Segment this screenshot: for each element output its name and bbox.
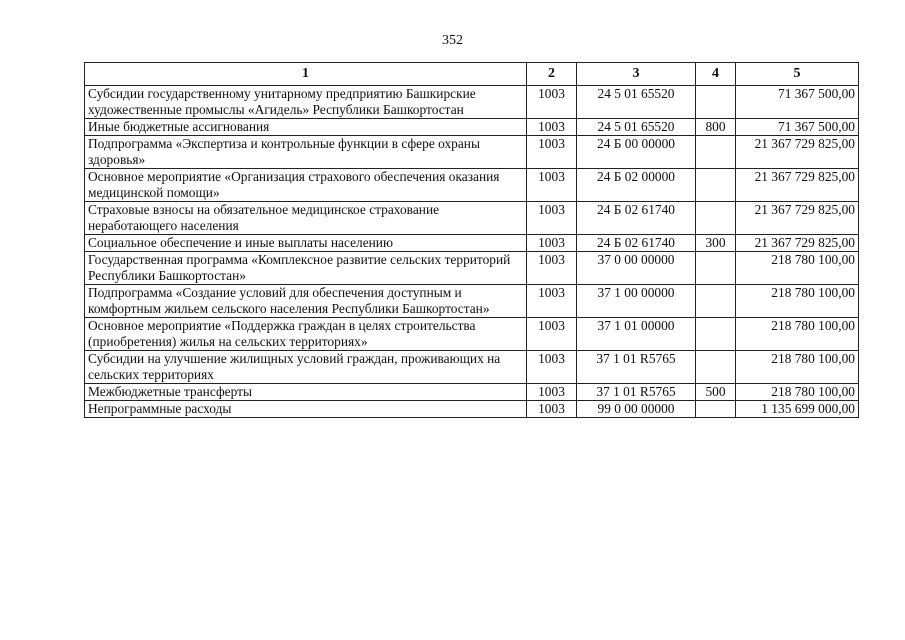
- table-row: [85, 252, 859, 285]
- row-name: Социальное обеспечение и иные выплаты населению: [85, 235, 527, 252]
- table-row: [85, 202, 859, 235]
- row-target: 37 1 01 00000: [577, 318, 696, 351]
- row-type: 800: [696, 119, 736, 136]
- header-name: 1: [85, 63, 527, 86]
- row-amount: 1 135 699 000,00: [736, 401, 859, 418]
- row-type: [696, 351, 736, 384]
- row-section: 1003: [527, 235, 577, 252]
- row-type: [696, 252, 736, 285]
- table-row: [85, 235, 859, 252]
- row-name: Основное мероприятие «Поддержка граждан в целях строительства (приобретения) жилья на сельских территориях»: [85, 318, 527, 351]
- row-section: 1003: [527, 252, 577, 285]
- row-name: Иные бюджетные ассигнования: [85, 119, 527, 136]
- table-row: [85, 401, 859, 418]
- row-name: Основное мероприятие «Организация страхового обеспечения оказания медицинской помощи»: [85, 169, 527, 202]
- table-header-row: [85, 63, 859, 86]
- row-target: 99 0 00 00000: [577, 401, 696, 418]
- row-name: Субсидии государственному унитарному предприятию Башкирские художественные промыслы «Агидель» Республики Башкортостан: [85, 86, 527, 119]
- row-amount: 71 367 500,00: [736, 119, 859, 136]
- row-target: 24 Б 02 00000: [577, 169, 696, 202]
- row-target: 24 5 01 65520: [577, 119, 696, 136]
- row-section: 1003: [527, 86, 577, 119]
- row-name: Межбюджетные трансферты: [85, 384, 527, 401]
- row-amount: 21 367 729 825,00: [736, 202, 859, 235]
- row-amount: 218 780 100,00: [736, 285, 859, 318]
- row-amount: 71 367 500,00: [736, 86, 859, 119]
- row-name: Подпрограмма «Экспертиза и контрольные функции в сфере охраны здоровья»: [85, 136, 527, 169]
- row-type: [696, 136, 736, 169]
- row-section: 1003: [527, 351, 577, 384]
- row-target: 37 0 00 00000: [577, 252, 696, 285]
- row-amount: 21 367 729 825,00: [736, 136, 859, 169]
- row-type: [696, 202, 736, 235]
- table-row: [85, 136, 859, 169]
- table-row: [85, 86, 859, 119]
- row-target: 37 1 00 00000: [577, 285, 696, 318]
- row-amount: 218 780 100,00: [736, 252, 859, 285]
- row-amount: 21 367 729 825,00: [736, 235, 859, 252]
- page-number: 352: [442, 33, 463, 48]
- row-type: 500: [696, 384, 736, 401]
- row-section: 1003: [527, 136, 577, 169]
- row-name: Подпрограмма «Создание условий для обеспечения доступным и комфортным жильем сельского населения Республики Башкортостан»: [85, 285, 527, 318]
- row-target: 24 Б 02 61740: [577, 202, 696, 235]
- row-amount: 218 780 100,00: [736, 318, 859, 351]
- header-section: 2: [527, 63, 577, 86]
- row-section: 1003: [527, 318, 577, 351]
- row-target: 24 5 01 65520: [577, 86, 696, 119]
- row-type: [696, 401, 736, 418]
- row-amount: 21 367 729 825,00: [736, 169, 859, 202]
- table-row: [85, 384, 859, 401]
- header-amount: 5: [736, 63, 859, 86]
- row-name: Непрограммные расходы: [85, 401, 527, 418]
- header-type: 4: [696, 63, 736, 86]
- row-type: [696, 86, 736, 119]
- table-row: [85, 119, 859, 136]
- row-name: Страховые взносы на обязательное медицинское страхование неработающего населения: [85, 202, 527, 235]
- row-type: [696, 318, 736, 351]
- row-amount: 218 780 100,00: [736, 351, 859, 384]
- row-name: Субсидии на улучшение жилищных условий граждан, проживающих на сельских территориях: [85, 351, 527, 384]
- row-name: Государственная программа «Комплексное развитие сельских территорий Республики Башкортостан»: [85, 252, 527, 285]
- budget-table: [84, 62, 859, 418]
- table-row: [85, 318, 859, 351]
- row-section: 1003: [527, 384, 577, 401]
- header-target: 3: [577, 63, 696, 86]
- row-section: 1003: [527, 202, 577, 235]
- row-type: 300: [696, 235, 736, 252]
- row-type: [696, 285, 736, 318]
- row-section: 1003: [527, 169, 577, 202]
- row-section: 1003: [527, 285, 577, 318]
- row-amount: 218 780 100,00: [736, 384, 859, 401]
- row-target: 37 1 01 R5765: [577, 351, 696, 384]
- row-section: 1003: [527, 119, 577, 136]
- table-row: [85, 285, 859, 318]
- row-type: [696, 169, 736, 202]
- row-target: 24 Б 00 00000: [577, 136, 696, 169]
- row-target: 37 1 01 R5765: [577, 384, 696, 401]
- row-target: 24 Б 02 61740: [577, 235, 696, 252]
- table-row: [85, 169, 859, 202]
- row-section: 1003: [527, 401, 577, 418]
- table-row: [85, 351, 859, 384]
